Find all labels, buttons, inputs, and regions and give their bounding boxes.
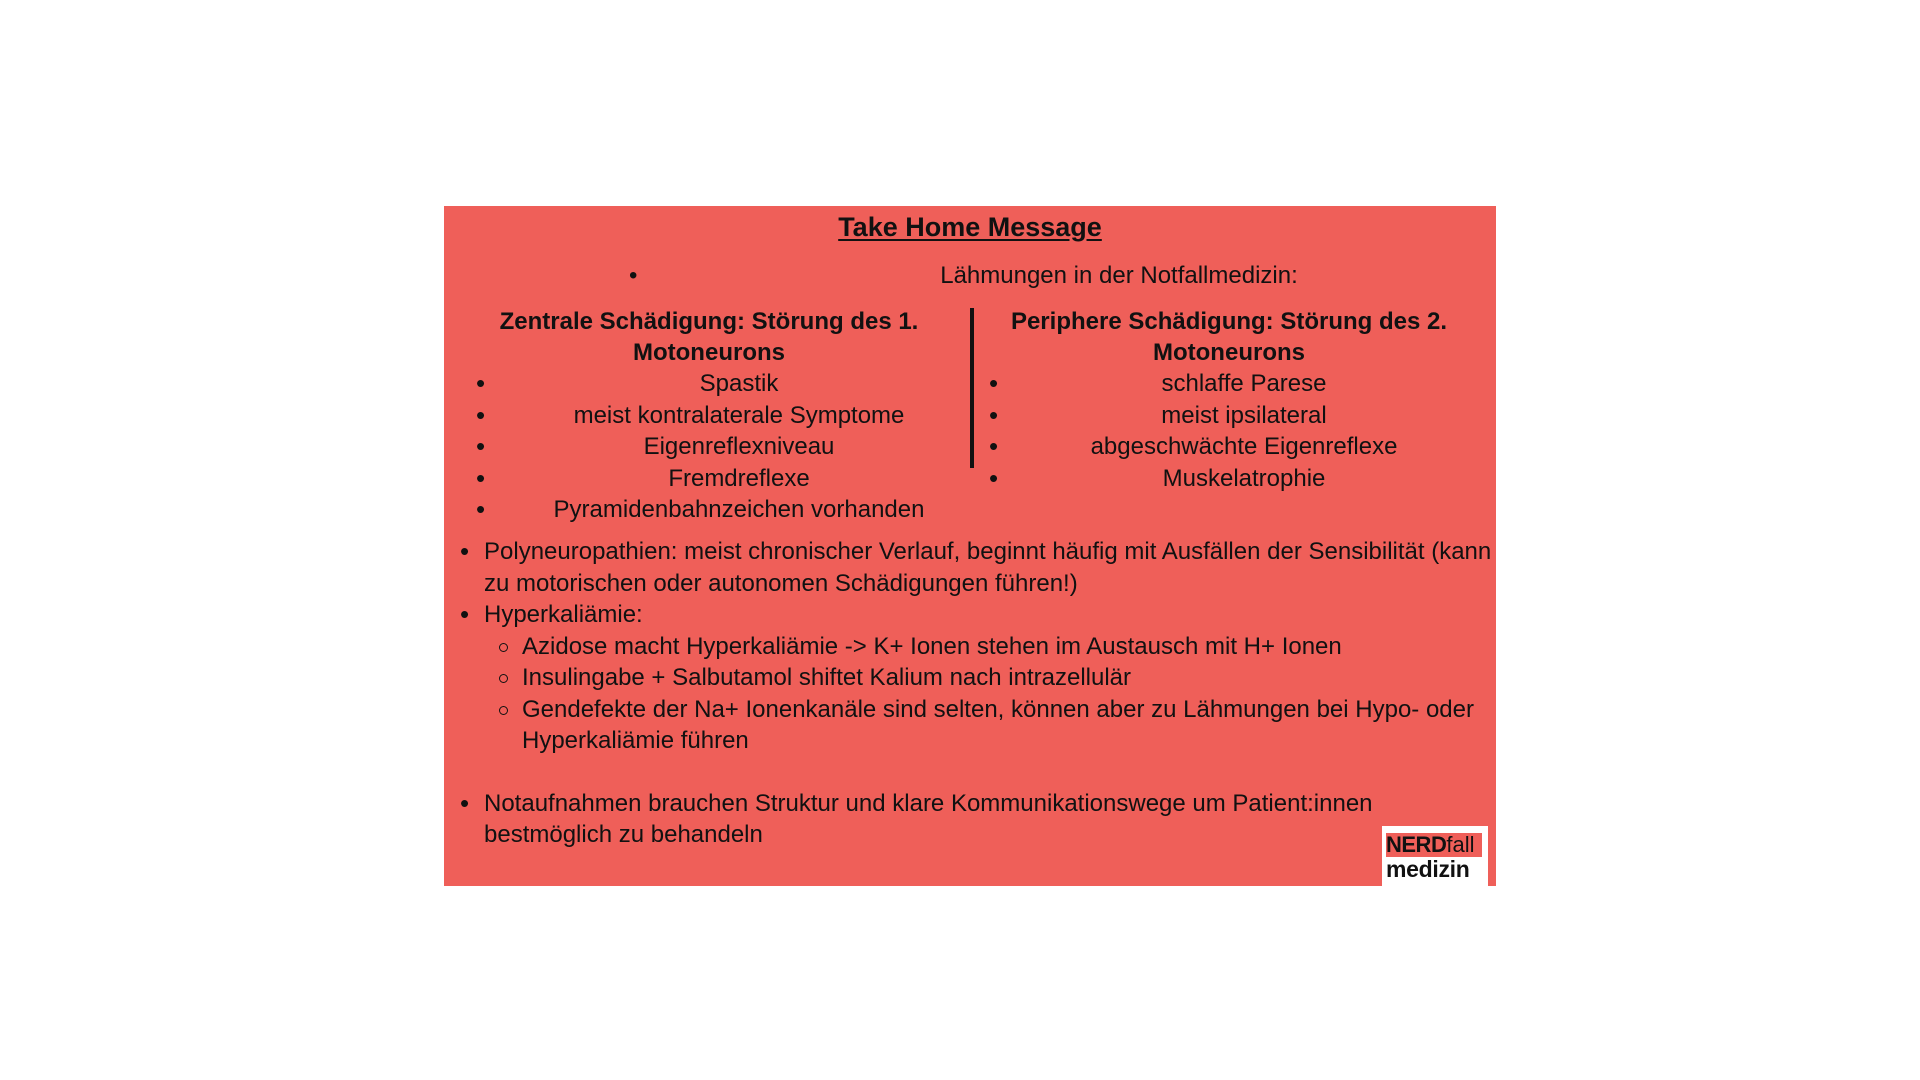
list-item: • schlaffe Parese — [969, 368, 1489, 400]
list-item: • meist ipsilateral — [969, 400, 1489, 432]
list-item: • Spastik — [454, 368, 964, 400]
peripheral-damage-column — [969, 306, 1489, 494]
polyneuropathien-item: • Polyneuropathien: meist chronischer Verlauf, beginnt häufig mit Ausfällen der Sensibilität (kann zu motorischen oder autonomen Schädigungen führen!) — [484, 536, 1494, 599]
notaufnahmen-item: • Notaufnahmen brauchen Struktur und klare Kommunikationswege um Patient:innen bestmöglich zu behandeln — [484, 788, 1494, 851]
hyperkaliaemie-label: Hyperkaliämie: — [484, 601, 643, 628]
logo-top-line — [1386, 833, 1482, 857]
list-item: • Pyramidenbahnzeichen vorhanden — [454, 494, 964, 526]
central-damage-column — [454, 306, 964, 526]
list-item: Azidose macht Hyperkaliämie -> K+ Ionen stehen im Austausch mit H+ Ionen — [522, 631, 1494, 663]
main-points-list-2 — [484, 788, 1494, 851]
take-home-card — [444, 206, 1496, 886]
logo-medizin: medizin — [1386, 856, 1470, 882]
nerdfall-medizin-logo — [1382, 826, 1488, 886]
logo-fall: fall — [1446, 832, 1475, 857]
central-damage-list — [454, 368, 964, 526]
list-item: • Fremdreflexe — [454, 463, 964, 495]
spacer — [484, 757, 1494, 788]
peripheral-damage-heading: Periphere Schädigung: Störung des 2. Motoneurons — [1010, 308, 1448, 366]
list-item: • Eigenreflexniveau — [454, 431, 964, 463]
peripheral-damage-list — [969, 368, 1489, 494]
list-item: Insulingabe + Salbutamol shiftet Kalium nach intrazellulär — [522, 662, 1494, 694]
list-item: • meist kontralaterale Symptome — [454, 400, 964, 432]
main-points — [484, 536, 1494, 851]
central-damage-heading: Zentrale Schädigung: Störung des 1. Motoneurons — [499, 308, 919, 366]
list-item: • Muskelatrophie — [969, 463, 1489, 495]
main-points-list — [484, 536, 1494, 757]
hyperkaliaemie-item — [484, 599, 1494, 757]
intro-text: Lähmungen in der Notfallmedizin: — [940, 262, 1298, 289]
list-item: • abgeschwächte Eigenreflexe — [969, 431, 1489, 463]
list-item: Gendefekte der Na+ Ionenkanäle sind selten, können aber zu Lähmungen bei Hypo- oder Hyperkaliämie führen — [522, 694, 1494, 757]
logo-nerd: NERD — [1386, 832, 1447, 857]
bullet-icon: • — [629, 262, 638, 289]
hyperkaliaemie-sublist — [484, 631, 1494, 757]
card-title: Take Home Message — [838, 212, 1102, 242]
